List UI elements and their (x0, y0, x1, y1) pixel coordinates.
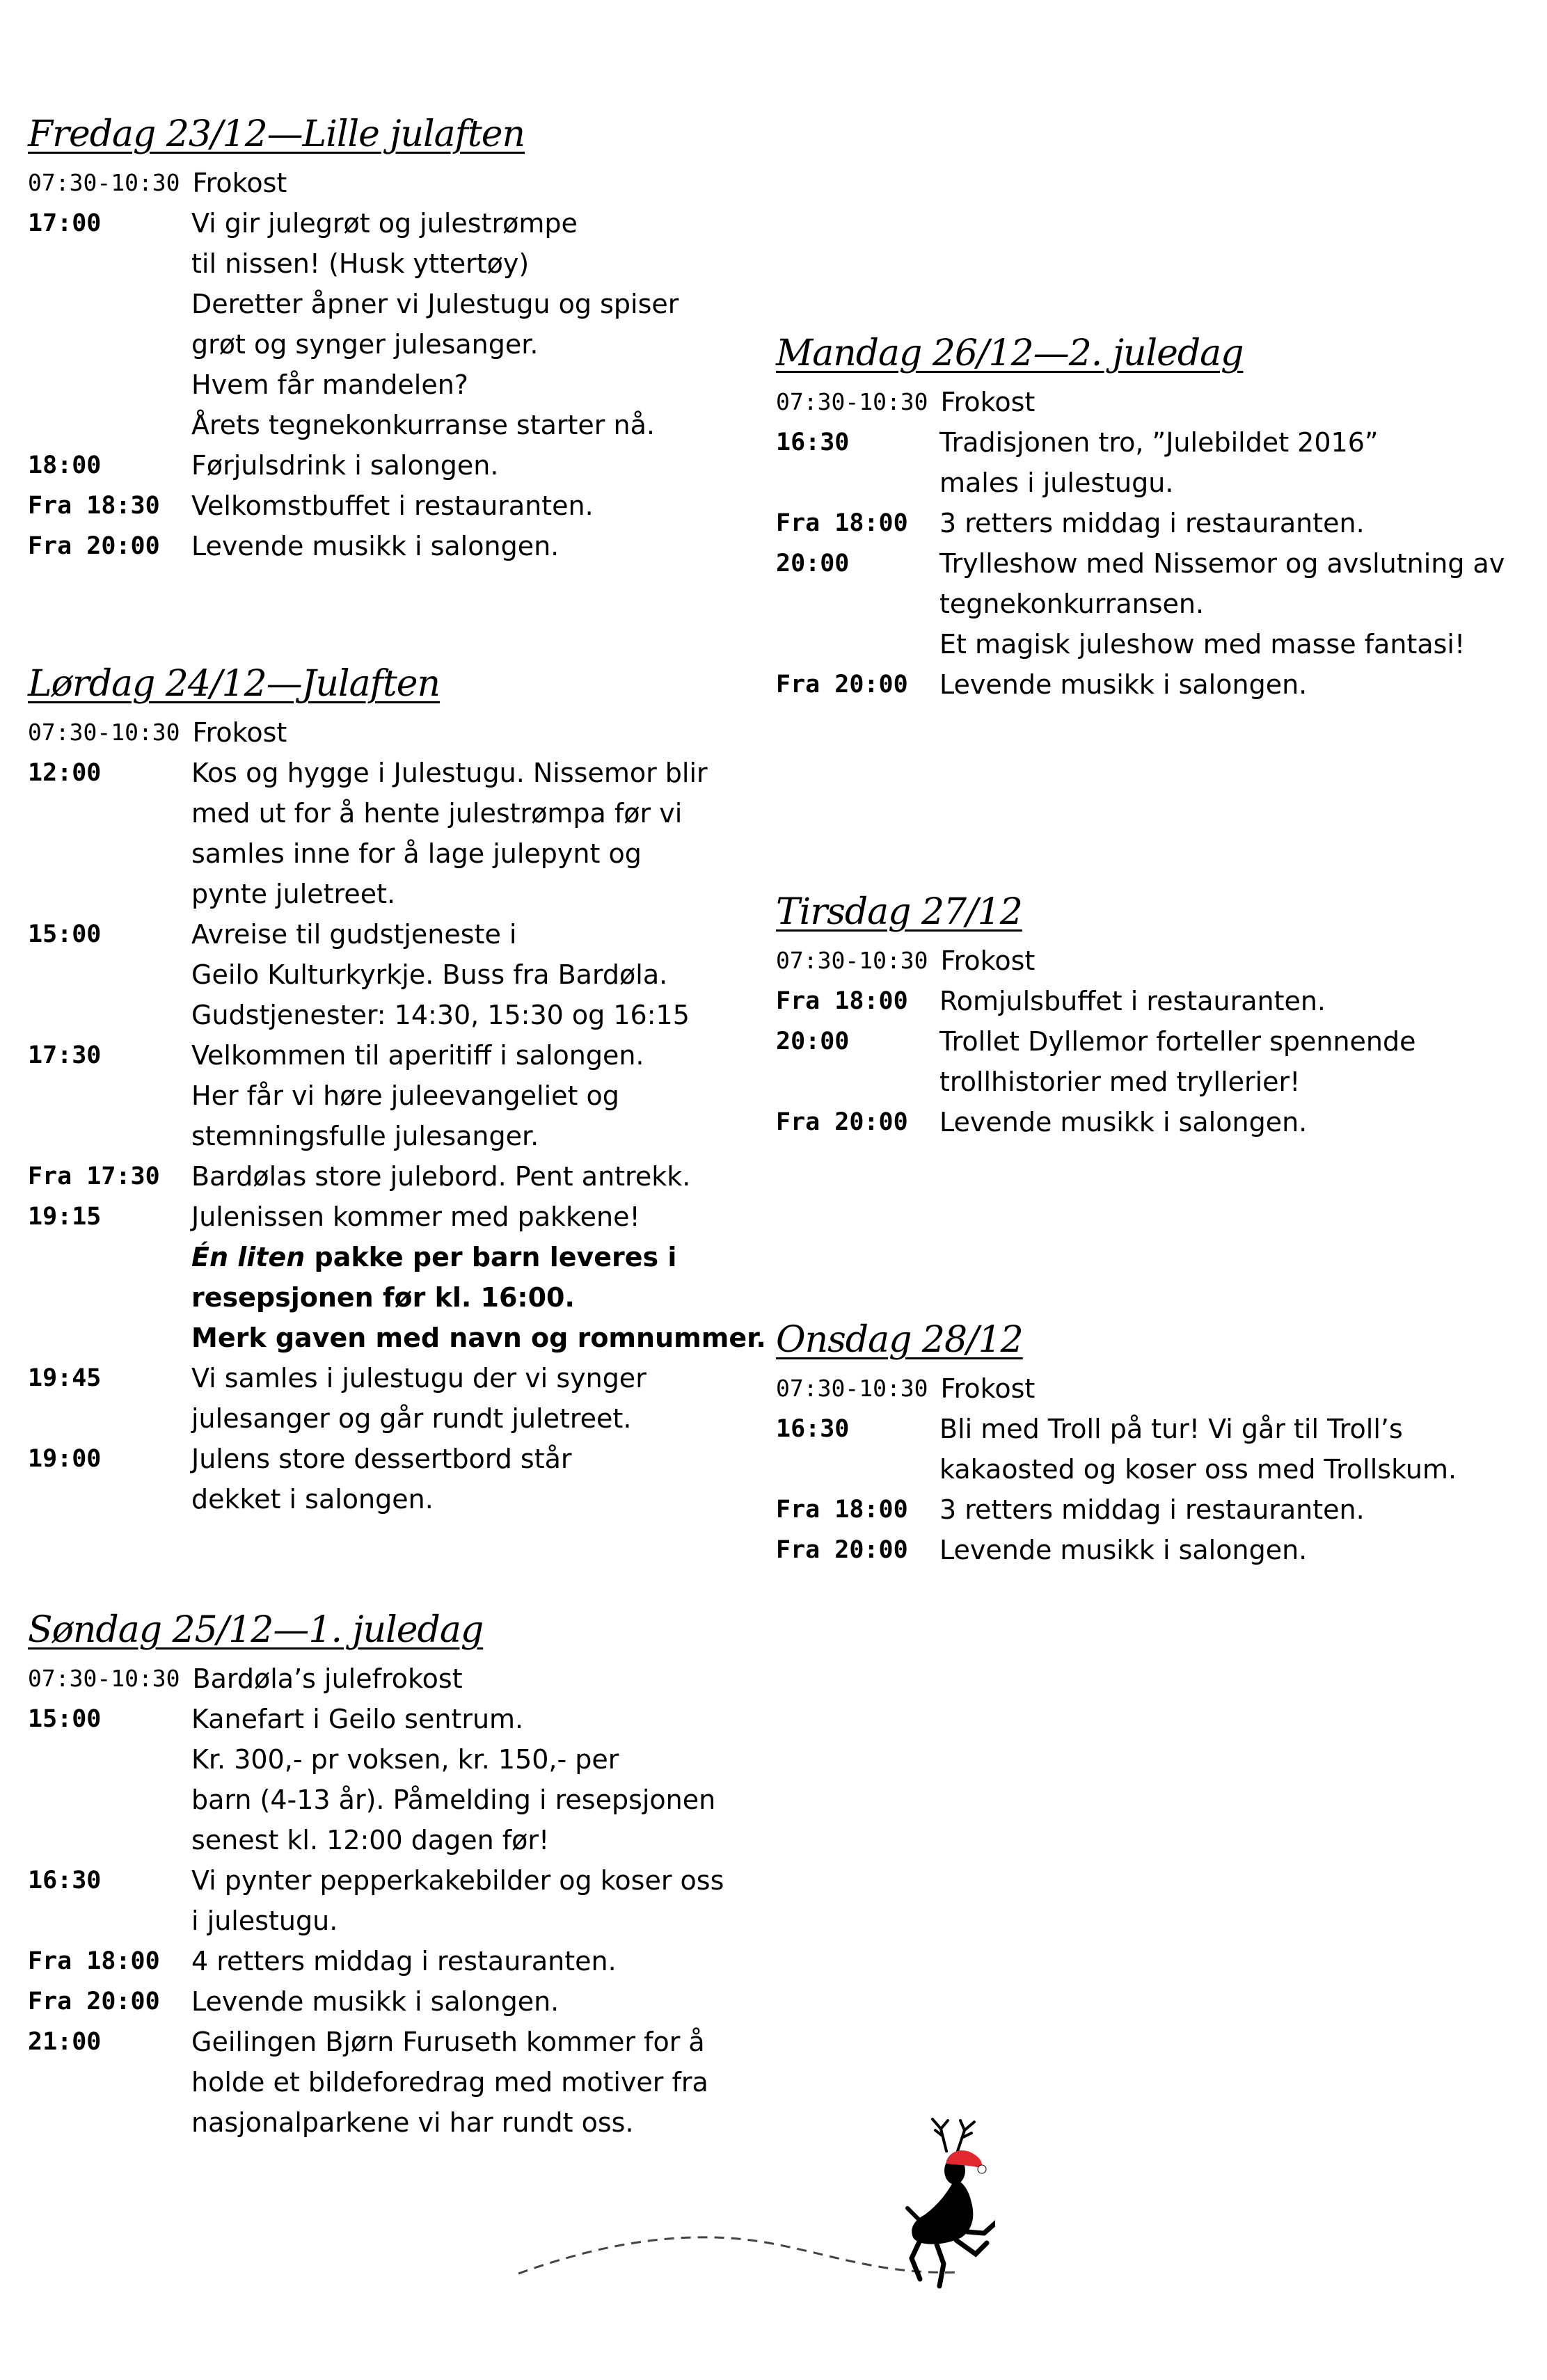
event-time: 07:30-10:30 (28, 719, 180, 746)
event-line: Julens store dessertbord står (191, 1444, 572, 1474)
event-line: 4 retters middag i restauranten. (191, 1946, 617, 1976)
event-description (939, 1021, 1514, 1102)
gift-note-emphasis: Én liten (191, 1242, 306, 1272)
event-description (191, 1981, 765, 2022)
schedule-row (28, 486, 765, 526)
event-description (939, 543, 1514, 664)
reindeer-figure (907, 2119, 995, 2286)
event-line: stemningsfulle julesanger. (191, 1121, 539, 1151)
day-title: Søndag 25/12—1. juledag (28, 1609, 484, 1651)
event-line: Årets tegnekonkurranse starter nå. (191, 410, 655, 440)
schedule-row (28, 1035, 765, 1156)
gift-note (191, 1237, 766, 1277)
event-time: 07:30-10:30 (28, 169, 180, 196)
event-description (191, 1699, 765, 1860)
schedule-row (776, 543, 1514, 664)
event-line: Velkommen til aperitiff i salongen. (191, 1040, 644, 1071)
event-line: samles inne for å lage julepynt og (191, 838, 642, 869)
event-line: til nissen! (Husk yttertøy) (191, 248, 530, 279)
event-time: 19:15 (28, 1203, 102, 1231)
day-title: Lørdag 24/12—Julaften (28, 663, 441, 705)
event-description: Frokost (940, 945, 1036, 976)
event-line: Trylleshow med Nissemor og avslutning av (939, 548, 1505, 579)
schedule-row (776, 1368, 1514, 1409)
event-time: Fra 20:00 (28, 1988, 160, 2015)
event-line: Vi pynter pepperkakebilder og koser oss (191, 1865, 724, 1896)
event-line: tegnekonkurransen. (939, 589, 1205, 619)
event-line: Julenissen kommer med pakkene! (191, 1201, 640, 1232)
schedule-row (28, 1156, 765, 1197)
event-description (191, 1860, 765, 1941)
day-section-fredag (28, 111, 765, 566)
schedule-row (776, 1021, 1514, 1102)
schedule-row (28, 1860, 765, 1941)
event-line: Avreise til gudstjeneste i (191, 919, 517, 950)
day-title: Tirsdag 27/12 (776, 891, 1022, 933)
event-line: Bardølas store julebord. Pent antrekk. (191, 1161, 691, 1192)
event-description (939, 1102, 1514, 1142)
event-description (191, 445, 765, 486)
event-time: 07:30-10:30 (776, 388, 928, 415)
event-time: 19:45 (28, 1364, 102, 1392)
event-line: Hvem får mandelen? (191, 369, 468, 400)
schedule-row (28, 203, 765, 445)
day-section-onsdag (776, 1317, 1514, 1570)
event-time: 21:00 (28, 2028, 102, 2056)
event-time: 16:30 (776, 1415, 850, 1443)
event-description (191, 914, 765, 1035)
day-title: Onsdag 28/12 (776, 1319, 1023, 1361)
schedule-row (776, 664, 1514, 705)
day-section-lordag (28, 661, 765, 1519)
event-line: Førjulsdrink i salongen. (191, 450, 499, 481)
event-time: 15:00 (28, 920, 102, 948)
schedule-row (28, 1358, 765, 1439)
event-time: Fra 18:00 (776, 509, 908, 537)
schedule-row (28, 753, 765, 914)
event-line: Deretter åpner vi Julestugu og spiser (191, 289, 679, 319)
event-time: 20:00 (776, 1028, 850, 1055)
event-time: Fra 20:00 (28, 532, 160, 560)
schedule-row (28, 1439, 765, 1519)
event-description: Frokost (192, 168, 287, 198)
schedule-row (28, 712, 765, 753)
event-line: Romjulsbuffet i restauranten. (939, 986, 1326, 1016)
event-line: Vi gir julegrøt og julestrømpe (191, 208, 578, 239)
event-time: Fra 18:00 (776, 987, 908, 1015)
day-section-tirsdag (776, 889, 1514, 1142)
event-description (191, 1035, 765, 1156)
schedule-row (776, 1530, 1514, 1570)
schedule-row (776, 422, 1514, 503)
event-line: Her får vi høre juleevangeliet og (191, 1080, 619, 1111)
event-line: senest kl. 12:00 dagen før! (191, 1825, 550, 1855)
event-line: trollhistorier med tryllerier! (939, 1067, 1301, 1097)
event-description (191, 526, 765, 566)
event-line: 3 retters middag i restauranten. (939, 508, 1365, 538)
event-description (191, 753, 765, 914)
event-time: 20:00 (776, 550, 850, 577)
event-time: 07:30-10:30 (776, 1375, 928, 1402)
schedule-row (776, 941, 1514, 981)
event-line: Gudstjenester: 14:30, 15:30 og 16:15 (191, 1000, 690, 1030)
event-time: 07:30-10:30 (776, 947, 928, 974)
schedule-row (28, 914, 765, 1035)
event-description: Frokost (940, 1373, 1036, 1404)
event-line: Tradisjonen tro, ”Julebildet 2016” (939, 427, 1379, 458)
event-line: barn (4-13 år). Påmelding i resepsjonen (191, 1784, 716, 1815)
event-line: grøt og synger julesanger. (191, 329, 539, 360)
event-time: Fra 20:00 (776, 1536, 908, 1564)
day-section-sondag (28, 1607, 765, 2143)
event-line: Velkomstbuffet i restauranten. (191, 490, 594, 521)
event-line: pynte juletreet. (191, 879, 396, 909)
schedule-row (28, 1981, 765, 2022)
event-line: julesanger og går rundt juletreet. (191, 1403, 632, 1434)
event-time: Fra 18:00 (28, 1947, 160, 1975)
event-time: 19:00 (28, 1445, 102, 1473)
event-line: nasjonalparkene vi har rundt oss. (191, 2107, 634, 2138)
event-line: Levende musikk i salongen. (939, 1107, 1308, 1137)
schedule-row (776, 503, 1514, 543)
event-description (939, 1490, 1514, 1530)
schedule-row (28, 526, 765, 566)
event-description: Bardøla’s julefrokost (192, 1663, 463, 1694)
schedule-row (28, 1699, 765, 1860)
schedule-row (28, 445, 765, 486)
day-title: Fredag 23/12—Lille julaften (28, 113, 525, 155)
gift-note-text: pakke per barn leveres i (305, 1242, 677, 1272)
gift-note-line: resepsjonen før kl. 16:00. (191, 1282, 575, 1313)
schedule-row (28, 1659, 765, 1699)
event-description (191, 1197, 766, 1358)
event-description (939, 1409, 1514, 1490)
event-line: males i julestugu. (939, 468, 1174, 498)
day-title: Mandag 26/12—2. juledag (776, 333, 1244, 374)
event-time: 17:30 (28, 1041, 102, 1069)
gift-note-line: Merk gaven med navn og romnummer. (191, 1323, 766, 1353)
event-time: 18:00 (28, 452, 102, 479)
schedule-row (776, 981, 1514, 1021)
event-line: kakaosted og koser oss med Trollskum. (939, 1454, 1457, 1485)
event-line: Kr. 300,- pr voksen, kr. 150,- per (191, 1744, 619, 1775)
event-description (939, 981, 1514, 1021)
event-description: Frokost (940, 387, 1036, 417)
event-time: 17:00 (28, 209, 102, 237)
event-line: Bli med Troll på tur! Vi går til Troll’s (939, 1414, 1403, 1444)
event-line: Levende musikk i salongen. (939, 669, 1308, 700)
event-description (191, 203, 765, 445)
event-description: Frokost (192, 717, 287, 748)
event-line: Levende musikk i salongen. (939, 1535, 1308, 1565)
event-line: 3 retters middag i restauranten. (939, 1494, 1365, 1525)
event-description (191, 1941, 765, 1981)
event-time: Fra 20:00 (776, 671, 908, 698)
event-line: Geilo Kulturkyrkje. Buss fra Bardøla. (191, 959, 668, 990)
event-description (939, 422, 1514, 503)
event-time: 16:30 (28, 1867, 102, 1894)
event-time: 07:30-10:30 (28, 1665, 180, 1692)
event-line: med ut for å hente julestrømpa før vi (191, 798, 683, 829)
event-line: Levende musikk i salongen. (191, 1986, 560, 2017)
event-description (191, 486, 765, 526)
event-line: Et magisk juleshow med masse fantasi! (939, 629, 1466, 660)
event-description (191, 1439, 765, 1519)
reindeer-with-santa-hat-icon (508, 2101, 995, 2289)
day-section-mandag (776, 330, 1514, 705)
schedule-row (776, 1490, 1514, 1530)
schedule-row (776, 1409, 1514, 1490)
schedule-row (28, 1941, 765, 1981)
schedule-row (776, 382, 1514, 422)
event-line: Vi samles i julestugu der vi synger (191, 1363, 646, 1393)
dashed-trail (518, 2237, 960, 2274)
event-time: 12:00 (28, 759, 102, 787)
event-line: i julestugu. (191, 1906, 338, 1936)
event-line: holde et bildeforedrag med motiver fra (191, 2067, 708, 2098)
event-time: Fra 18:00 (776, 1496, 908, 1524)
event-description (939, 1530, 1514, 1570)
event-description (191, 1358, 765, 1439)
event-description (191, 1156, 765, 1197)
schedule-row (776, 1102, 1514, 1142)
event-time: 15:00 (28, 1705, 102, 1733)
event-line: dekket i salongen. (191, 1484, 434, 1515)
event-time: Fra 20:00 (776, 1108, 908, 1136)
event-line: Kos og hygge i Julestugu. Nissemor blir (191, 758, 708, 788)
event-time: 16:30 (776, 429, 850, 456)
event-time: Fra 18:30 (28, 492, 160, 520)
event-line: Kanefart i Geilo sentrum. (191, 1704, 524, 1734)
event-line: Levende musikk i salongen. (191, 531, 560, 561)
event-description (939, 664, 1514, 705)
event-line: Geilingen Bjørn Furuseth kommer for å (191, 2027, 705, 2057)
event-line: Trollet Dyllemor forteller spennende (939, 1026, 1416, 1057)
schedule-row (28, 163, 765, 203)
event-description (939, 503, 1514, 543)
schedule-row (28, 1197, 765, 1358)
event-time: Fra 17:30 (28, 1163, 160, 1190)
